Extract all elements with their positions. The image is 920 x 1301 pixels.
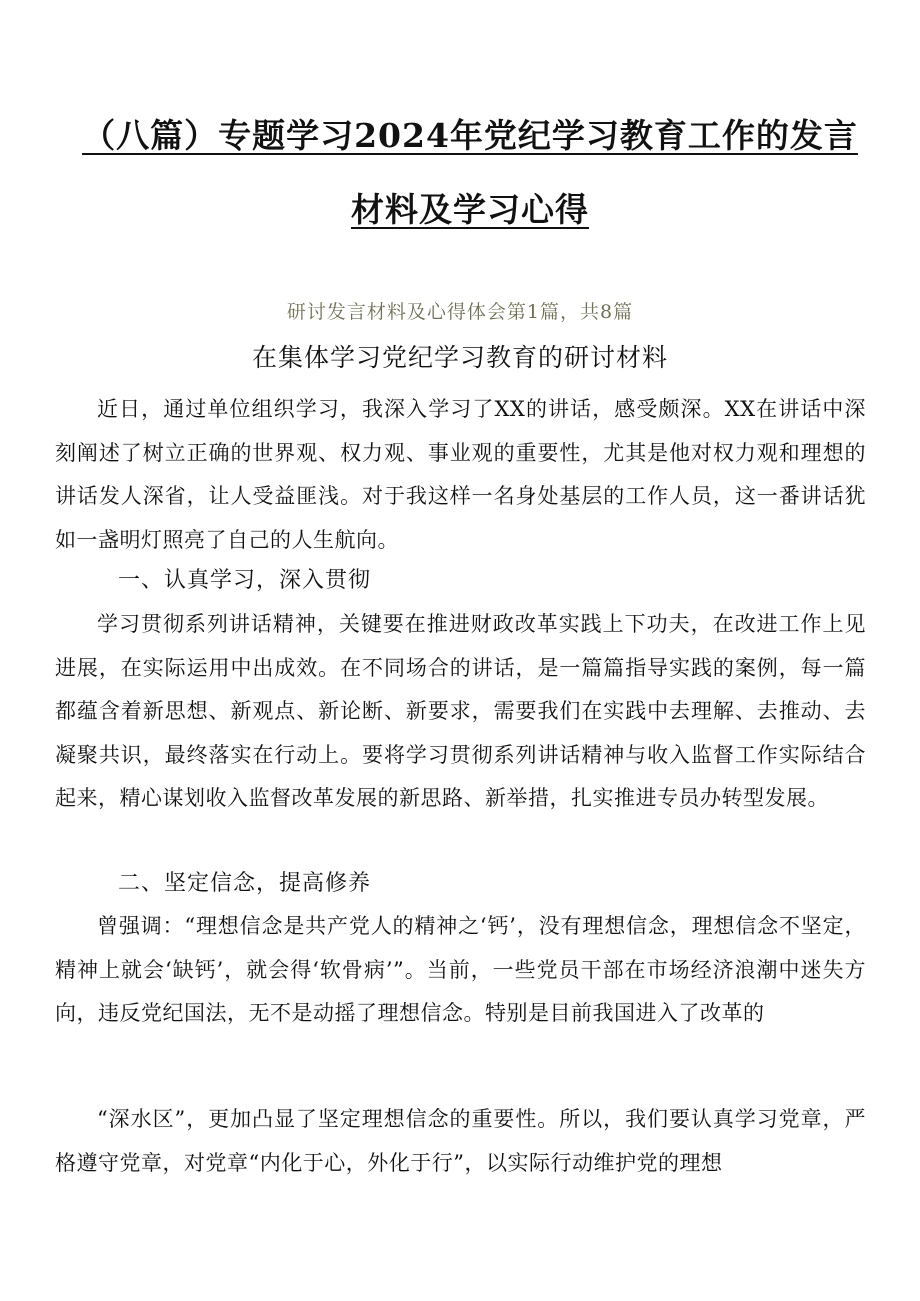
section-heading-2: 二、坚定信念，提高修养 [118, 871, 372, 896]
article-title: 在集体学习党纪学习教育的研讨材料 [251, 343, 668, 372]
body-paragraph-2: 学习贯彻系列讲话精神，关键要在推进财政改革实践上下功夫，在改进工作上见进展，在实际运用中出成效。在不同场合的讲话，是一篇篇指导实践的案例，每一篇都蕴含着新思想、新观点、新论断、新要求，需要我们在实践中去理解、去推动、去凝聚共识，最终落实在行动上。要将学习贯彻系列讲话精神与收入监督工作实际结合起来，精心谋划收入监督改革发展的新思路、新举措，扎实推进专员办转型发展。 [55, 612, 866, 810]
body-paragraph-1: 近日，通过单位组织学习，我深入学习了XX的讲话，感受颇深。XX在讲话中深刻阐述了树立正确的世界观、权力观、事业观的重要性，尤其是他对权力观和理想的讲话发人深省，让人受益匪浅。对于我这样一名身处基层的工作人员，这一番讲话犹如一盏明灯照亮了自己的人生航向。 [55, 397, 866, 552]
body-paragraph-3: 曾强调：“理想信念是共产党人的精神之‘钙’，没有理想信念，理想信念不坚定，精神上就会‘缺钙’，就会得‘软骨病’”。当前，一些党员干部在市场经济浪潮中迷失方向，违反党纪国法，无不是动摇了理想信念。特别是目前我国进入了改革的 [55, 914, 866, 1025]
section-heading-1: 一、认真学习，深入贯彻 [118, 568, 372, 593]
article-index-note: 研讨发言材料及心得体会第1篇，共8篇 [286, 301, 634, 323]
document-title-line-1: （八篇）专题学习2024年党纪学习教育工作的发言 [82, 116, 858, 155]
body-paragraph-4: “深水区”，更加凸显了坚定理想信念的重要性。所以，我们要认真学习党章，严格遵守党章，对党章“内化于心，外化于行”，以实际行动维护党的理想 [55, 1107, 866, 1175]
document-title-line-2: 材料及学习心得 [351, 190, 589, 229]
